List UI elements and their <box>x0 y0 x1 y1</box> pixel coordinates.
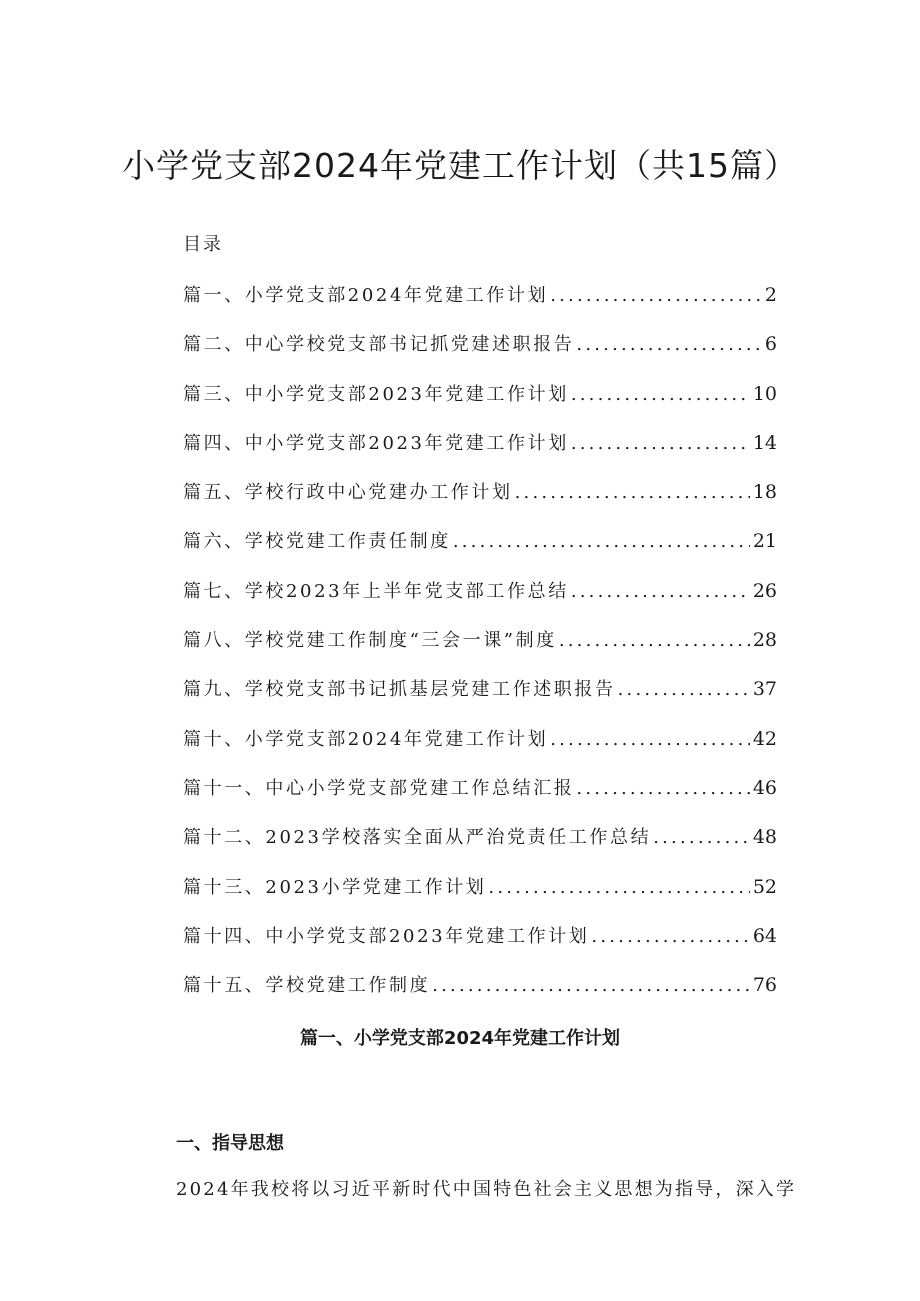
toc-item[interactable] <box>183 479 777 528</box>
toc-item[interactable] <box>183 528 777 577</box>
toc-item-label: 篇三、中小学党支部2023年党建工作计划 <box>183 383 569 405</box>
toc-item-page: 48 <box>752 826 777 849</box>
table-of-contents <box>183 282 777 1021</box>
toc-leader-dots <box>488 875 749 901</box>
toc-item[interactable] <box>183 627 777 676</box>
toc-leader-dots <box>453 529 750 555</box>
toc-item-label: 篇十二、2023学校落实全面从严治党责任工作总结 <box>183 827 652 849</box>
toc-item[interactable] <box>183 824 777 873</box>
toc-item-label: 篇十四、中小学党支部2023年党建工作计划 <box>183 925 590 947</box>
toc-item-label: 篇五、学校行政中心党建办工作计划 <box>183 482 513 504</box>
toc-item-label: 篇一、小学党支部2024年党建工作计划 <box>183 285 549 306</box>
toc-item[interactable] <box>183 282 777 331</box>
toc-leader-dots <box>571 579 750 605</box>
toc-item-page: 37 <box>752 678 777 701</box>
toc-item-page: 52 <box>752 875 777 898</box>
toc-item-label: 篇七、学校2023年上半年党支部工作总结 <box>183 580 569 602</box>
toc-item-page: 42 <box>752 727 777 750</box>
toc-leader-dots <box>432 973 750 999</box>
toc-item-page: 28 <box>752 629 777 652</box>
toc-item-label: 篇十一、中心小学党支部党建工作总结汇报 <box>183 777 575 799</box>
toc-item-label: 篇二、中心学校党支部书记抓党建述职报告 <box>183 334 575 356</box>
toc-leader-dots <box>515 480 750 506</box>
toc-leader-dots <box>550 283 762 309</box>
toc-leader-dots <box>576 332 762 358</box>
toc-item-label: 篇十三、2023小学党建工作计划 <box>183 876 487 898</box>
document-title: 小学党支部2024年党建工作计划（共15篇） <box>122 146 798 185</box>
toc-item-page: 14 <box>752 431 777 454</box>
toc-item[interactable] <box>183 430 777 479</box>
toc-item-page: 46 <box>752 776 777 799</box>
toc-item-page: 6 <box>764 333 777 356</box>
toc-item-label: 篇八、学校党建工作制度“三会一课”制度 <box>183 630 557 652</box>
toc-leader-dots <box>550 727 750 753</box>
toc-item-page: 76 <box>752 974 777 997</box>
toc-leader-dots <box>571 431 750 457</box>
toc-leader-dots <box>618 677 750 703</box>
toc-leader-dots <box>576 776 749 802</box>
body-paragraph: 2024年我校将以习近平新时代中国特色社会主义思想为指导，深入学 <box>176 1179 796 1200</box>
toc-item-label: 篇十、小学党支部2024年党建工作计划 <box>183 728 549 750</box>
toc-item[interactable] <box>183 874 777 923</box>
toc-item-page: 21 <box>752 530 777 553</box>
toc-item-page: 18 <box>752 481 777 504</box>
toc-item-label: 篇六、学校党建工作责任制度 <box>183 531 451 553</box>
toc-item[interactable] <box>183 775 777 824</box>
toc-heading: 目录 <box>183 234 223 255</box>
section-title: 篇一、小学党支部2024年党建工作计划 <box>299 1028 621 1049</box>
toc-item[interactable] <box>183 676 777 725</box>
toc-item-label: 篇十五、学校党建工作制度 <box>183 975 431 997</box>
toc-leader-dots <box>559 628 750 654</box>
toc-item-page: 10 <box>752 382 777 405</box>
toc-item[interactable] <box>183 578 777 627</box>
sub-heading: 一、指导思想 <box>176 1133 284 1154</box>
toc-item[interactable] <box>183 972 777 1021</box>
toc-item[interactable] <box>183 726 777 775</box>
toc-item[interactable] <box>183 923 777 972</box>
toc-leader-dots <box>653 825 750 851</box>
toc-item-page: 2 <box>764 284 777 306</box>
toc-item-page: 64 <box>752 924 777 947</box>
toc-item[interactable] <box>183 381 777 430</box>
toc-item-label: 篇九、学校党支部书记抓基层党建工作述职报告 <box>183 679 616 701</box>
toc-item-page: 26 <box>752 579 777 602</box>
toc-leader-dots <box>571 382 750 408</box>
toc-item[interactable] <box>183 331 777 380</box>
toc-leader-dots <box>591 924 749 950</box>
toc-item-label: 篇四、中小学党支部2023年党建工作计划 <box>183 432 569 454</box>
